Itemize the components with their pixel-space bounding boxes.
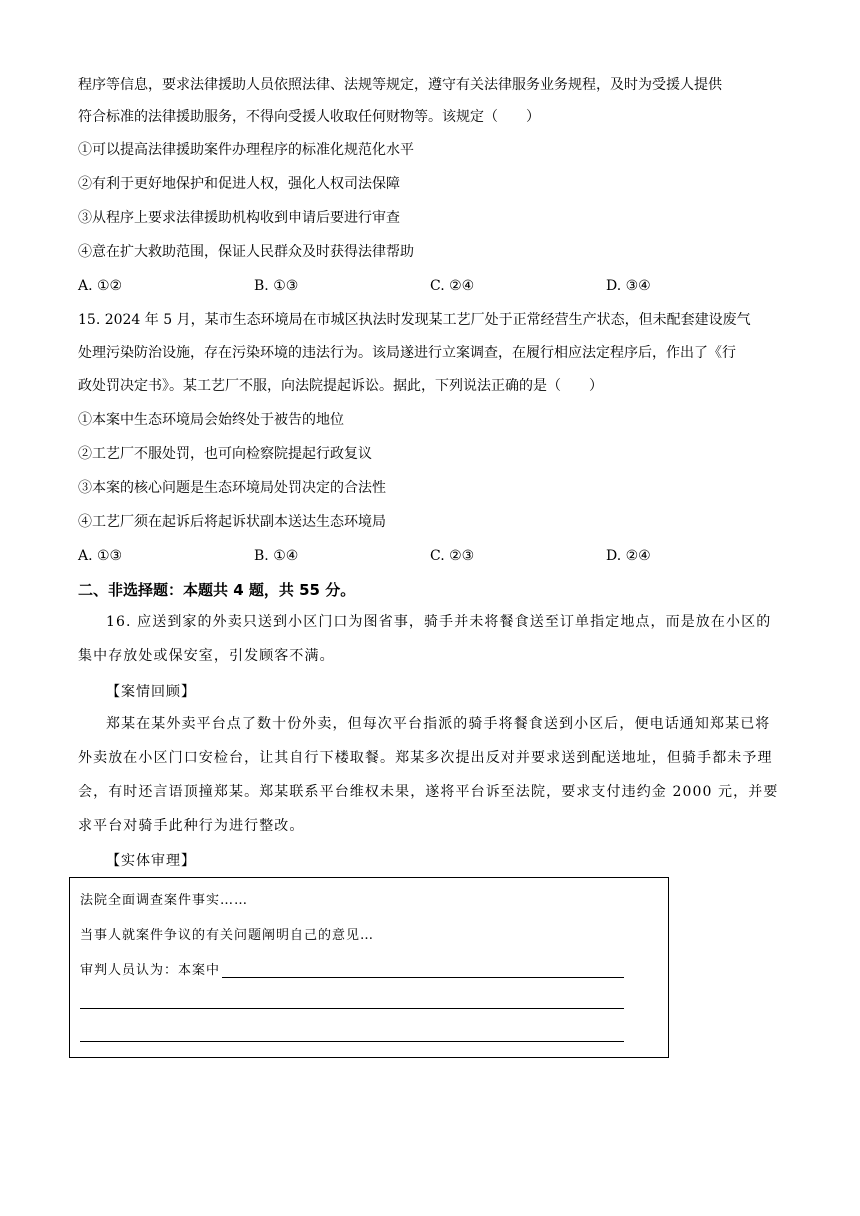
case-review-text: 郑某在某外卖平台点了数十份外卖，但每次平台指派的骑手将餐食送到小区后，便电话通知郑某已将外卖放在小区门口安检台，让其自行下楼取餐。郑某多次提出反对并要求送到配送地址，但骑手都未予理会，有时还言语顶撞郑某。郑某联系平台维权未果，遂将平台诉至法院，要求支付违约金 2000 元，并要求平台对骑手此种行为进行整改。 <box>78 716 779 834</box>
q14-option-b: B. ①③ <box>254 278 299 294</box>
q15-option-b: B. ①④ <box>254 548 299 564</box>
q15-stem-line-1: 15. 2024 年 5 月，某市生态环境局在市城区执法时发现某工艺厂处于正常经营生产状态，但未配套建设废气 <box>78 312 751 328</box>
box-line-3: 审判人员认为：本案中 <box>80 963 221 978</box>
q15-option-c: C. ②③ <box>430 548 475 564</box>
case-review-title: 【案情回顾】 <box>106 684 196 700</box>
box-line-1: 法院全面调查案件事实…… <box>80 893 249 908</box>
q15-stem-line-3: 政处罚决定书》。某工艺厂不服，向法院提起诉讼。据此，下列说法正确的是（ ） <box>78 378 603 394</box>
q14-item-3: ③从程序上要求法律援助机构收到申请后要进行审查 <box>78 210 400 226</box>
q15-item-3: ③本案的核心问题是生态环境局处罚决定的合法性 <box>78 480 386 496</box>
q14-option-c: C. ②④ <box>430 278 475 294</box>
q15-item-2: ②工艺厂不服处罚，也可向检察院提起行政复议 <box>78 446 372 462</box>
q15-stem-line-2: 处理污染防治设施，存在污染环境的违法行为。该局遂进行立案调查，在履行相应法定程序后，作出了《行 <box>78 345 736 361</box>
answer-blank-2[interactable] <box>80 1008 624 1009</box>
q14-stem-line-1: 程序等信息，要求法律援助人员依照法律、法规等规定，遵守有关法律服务业务规程，及时为受援人提供 <box>78 77 722 93</box>
q14-option-a: A. ①② <box>78 278 123 294</box>
q14-item-2: ②有利于更好地保护和促进人权，强化人权司法保障 <box>78 176 400 192</box>
q15-item-1: ①本案中生态环境局会始终处于被告的地位 <box>78 412 344 428</box>
q16-intro: 16. 应送到家的外卖只送到小区门口为图省事，骑手并未将餐食送至订单指定地点，而是放在小区的集中存放处或保安室，引发顾客不满。 <box>78 614 772 664</box>
section-heading: 二、非选择题：本题共 4 题，共 55 分。 <box>78 581 356 599</box>
box-line-2: 当事人就案件争议的有关问题阐明自己的意见… <box>80 928 375 943</box>
q15-item-4: ④工艺厂须在起诉后将起诉状副本送达生态环境局 <box>78 514 386 530</box>
q15-option-a: A. ①③ <box>78 548 123 564</box>
q14-option-d: D. ③④ <box>606 278 651 294</box>
trial-title: 【实体审理】 <box>106 853 196 869</box>
q14-item-4: ④意在扩大救助范围，保证人民群众及时获得法律帮助 <box>78 244 414 260</box>
answer-box <box>69 877 669 1058</box>
q14-stem-line-2: 符合标准的法律援助服务，不得向受援人收取任何财物等。该规定（ ） <box>78 109 540 125</box>
q15-option-d: D. ②④ <box>606 548 651 564</box>
q14-item-1: ①可以提高法律援助案件办理程序的标准化规范化水平 <box>78 142 414 158</box>
answer-blank-3[interactable] <box>80 1041 624 1042</box>
answer-blank-1[interactable] <box>222 977 624 978</box>
